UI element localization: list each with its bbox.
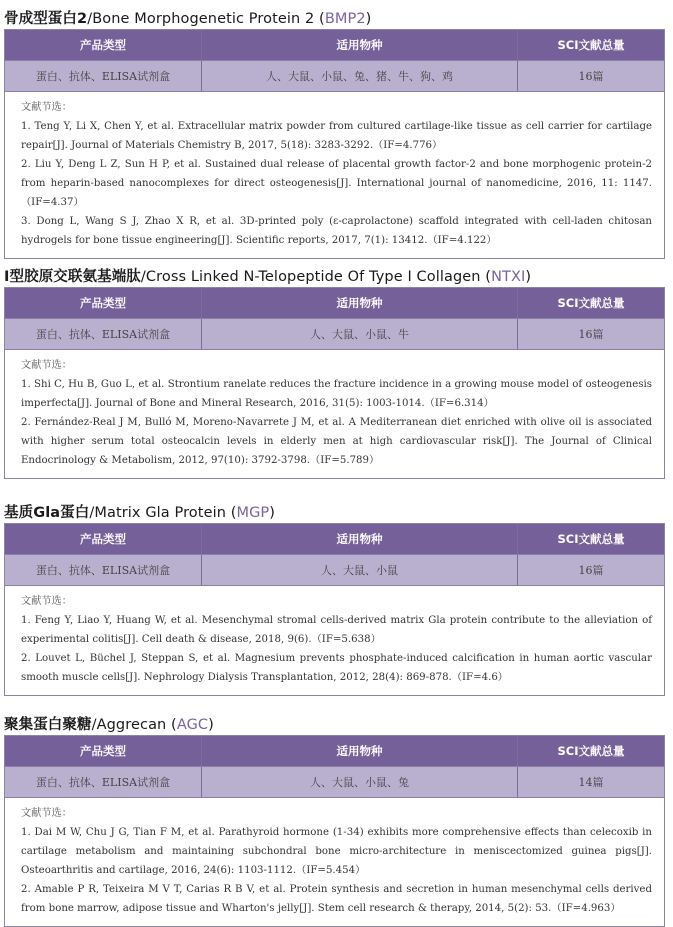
table-header — [5, 30, 664, 60]
product-table — [4, 287, 665, 479]
cell-product-type: 蛋白、抗体、ELISA试剂盒 — [5, 61, 202, 91]
product-table — [4, 29, 665, 259]
header-product-type: 产品类型 — [5, 524, 202, 554]
table-row — [5, 318, 664, 349]
table-header — [5, 524, 664, 554]
header-product-type: 产品类型 — [5, 736, 202, 766]
cell-sci-count: 16篇 — [578, 70, 604, 83]
table-row — [5, 766, 664, 797]
reference-item: 3. Dong L, Wang S J, Zhao X R, et al. 3D-printed poly (ε-caprolactone) scaffold integrated with cell-laden chitosan hydrogels for bone tissue engineering[J]. Scientific reports, 2017, 7(1): 13412.（IF=4.122） — [21, 216, 652, 246]
cell-sci-count: 14篇 — [578, 776, 604, 789]
reference-item: 2. Amable P R, Teixeira M V T, Carias R B V, et al. Protein synthesis and secretion in human mesenchymal cells derived from bone marrow, adipose tissue and Wharton's jelly[J]. Stem cell research & therapy, 2014, 5(2): 53.（IF=4.963） — [21, 884, 652, 914]
section-title: I型胶原交联氨基端肽/Cross Linked N-Telopeptide Of Type I Collagen (NTXI) — [4, 269, 532, 285]
references — [5, 91, 664, 258]
references-label: 文献节选： — [21, 596, 72, 607]
header-sci-count: SCI文献总量 — [557, 532, 625, 546]
cell-product-type: 蛋白、抗体、ELISA试剂盒 — [5, 319, 202, 349]
reference-item: 1. Teng Y, Li X, Chen Y, et al. Extracellular matrix powder from cultured cartilage-like tissue as cell carrier for cartilage repair[J]. Journal of Materials Chemistry B, 2017, 5(18): 3283-3292.（IF=4.776） — [21, 121, 652, 151]
header-species: 适用物种 — [202, 30, 518, 60]
section-title: 聚集蛋白聚糖/Aggrecan (AGC) — [4, 717, 214, 733]
cell-sci-count: 16篇 — [578, 564, 604, 577]
title-en: Aggrecan ( — [96, 717, 177, 733]
cell-species: 人、大鼠、小鼠、牛 — [202, 319, 518, 349]
header-sci-count: SCI文献总量 — [557, 296, 625, 310]
references-label: 文献节选： — [21, 102, 72, 113]
cell-product-type: 蛋白、抗体、ELISA试剂盒 — [5, 555, 202, 585]
title-abbr: MGP — [236, 505, 270, 521]
title-cn: 骨成型蛋白2 — [4, 11, 88, 27]
cell-species: 人、大鼠、小鼠、兔、猪、牛、狗、鸡 — [202, 61, 518, 91]
header-sci-count: SCI文献总量 — [557, 38, 625, 52]
table-header — [5, 288, 664, 318]
cell-species: 人、大鼠、小鼠 — [202, 555, 518, 585]
title-cn: I型胶原交联氨基端肽 — [4, 269, 141, 285]
table-row — [5, 60, 664, 91]
references — [5, 585, 664, 695]
product-table — [4, 523, 665, 696]
title-en: Bone Morphogenetic Protein 2 ( — [92, 11, 325, 27]
reference-item: 2. Liu Y, Deng L Z, Sun H P, et al. Sustained dual release of placental growth factor-2 and bone morphogenic protein-2 from heparin-based nanocomplexes for direct osteogenesis[J]. International journal of nanomedicine, 2016, 11: 1147.（IF=4.37） — [21, 159, 652, 208]
reference-item: 2. Louvet L, Büchel J, Steppan S, et al. Magnesium prevents phosphate-induced calcification in human aortic vascular smooth muscle cells[J]. Nephrology Dialysis Transplantation, 2012, 28(4): 869-878.（IF=4.6） — [21, 653, 652, 683]
reference-item: 1. Feng Y, Liao Y, Huang W, et al. Mesenchymal stromal cells-derived matrix Gla protein contribute to the alleviation of experimental colitis[J]. Cell death & disease, 2018, 9(6).（IF=5.638） — [21, 615, 652, 645]
references — [5, 349, 664, 478]
title-abbr: BMP2 — [324, 11, 366, 27]
references-label: 文献节选： — [21, 360, 72, 371]
references-label: 文献节选： — [21, 808, 72, 819]
title-cn: 聚集蛋白聚糖 — [4, 717, 92, 733]
table-row — [5, 554, 664, 585]
reference-item: 1. Shi C, Hu B, Guo L, et al. Strontium ranelate reduces the fracture incidence in a growing mouse model of osteogenesis imperfecta[J]. Journal of Bone and Mineral Research, 2016, 31(5): 1003-1014.（IF=6.314） — [21, 379, 652, 409]
product-table — [4, 735, 665, 927]
cell-product-type: 蛋白、抗体、ELISA试剂盒 — [5, 767, 202, 797]
title-abbr: AGC — [176, 717, 209, 733]
title-cn: 基质Gla蛋白 — [4, 505, 90, 521]
cell-sci-count: 16篇 — [578, 328, 604, 341]
header-product-type: 产品类型 — [5, 288, 202, 318]
references — [5, 797, 664, 926]
section-title: 骨成型蛋白2/Bone Morphogenetic Protein 2 (BMP2) — [4, 11, 372, 27]
reference-item: 1. Dai M W, Chu J G, Tian F M, et al. Parathyroid hormone (1-34) exhibits more comprehensive effects than celecoxib in cartilage metabolism and maintaining subchondral bone micro-architecture in meniscectomized guinea pigs[J]. Osteoarthritis and cartilage, 2016, 24(6): 1103-1112.（IF=5.454） — [21, 827, 652, 876]
header-sci-count: SCI文献总量 — [557, 744, 625, 758]
table-header — [5, 736, 664, 766]
title-abbr: NTXI — [491, 269, 526, 285]
header-species: 适用物种 — [202, 736, 518, 766]
section-title: 基质Gla蛋白/Matrix Gla Protein (MGP) — [4, 505, 276, 521]
title-en: Cross Linked N-Telopeptide Of Type I Collagen ( — [145, 269, 492, 285]
header-species: 适用物种 — [202, 288, 518, 318]
reference-item: 2. Fernández-Real J M, Bulló M, Moreno-Navarrete J M, et al. A Mediterranean diet enriched with olive oil is associated with higher serum total osteocalcin levels in elderly men at high cardiovascular risk[J]. The Journal of Clinical Endocrinology & Metabolism, 2012, 97(10): 3792-3798.（IF=5.789） — [21, 417, 652, 466]
header-product-type: 产品类型 — [5, 30, 202, 60]
header-species: 适用物种 — [202, 524, 518, 554]
title-en: Matrix Gla Protein ( — [94, 505, 237, 521]
cell-species: 人、大鼠、小鼠、兔 — [202, 767, 518, 797]
